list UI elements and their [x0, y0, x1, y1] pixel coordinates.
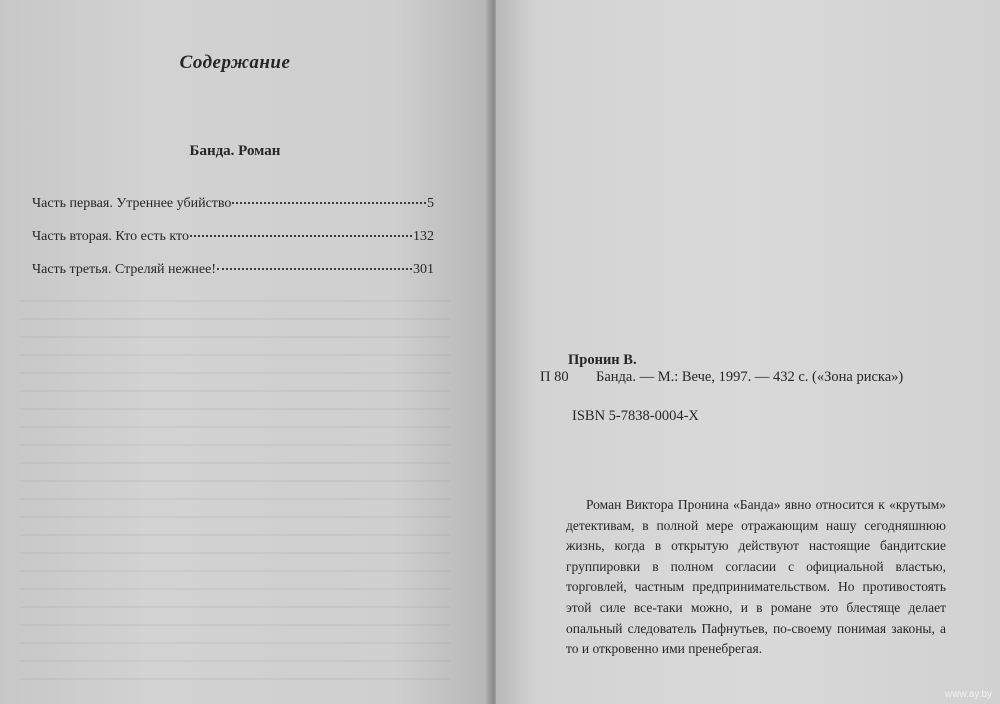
catalog-code: П 80 [540, 369, 569, 385]
annotation [566, 495, 946, 660]
novel-title: Банда. Роман [189, 143, 281, 159]
catalog-entry: Банда. — М.: Вече, 1997. — 432 с. («Зона риска») [596, 369, 904, 385]
leader-dots [232, 202, 426, 204]
annotation-text: Роман Виктора Пронина «Банда» явно относится к «крутым» детективам, в полной мере отражающим нашу сегодняшнюю жизнь, когда в открытую действуют настоящие бандитские группировки в полном согласии с официальной властью, торговлей, частным предпринимательством. Но противостоять этой силе все-таки можно, и в романе это блестяще делает опальный следователь Пафнутьев, по-своему понимая законы, а то и откровенно ими пренебрегая. [566, 497, 946, 657]
toc-entry-label: Часть третья. Стреляй нежнее! [32, 262, 217, 277]
leader-dots [190, 235, 412, 237]
toc-entry-label: Часть первая. Утреннее убийство [32, 196, 232, 211]
toc-entry-page: 5 [427, 196, 434, 211]
toc-entry [32, 196, 434, 229]
catalog-line [540, 369, 903, 386]
table-of-contents [32, 196, 434, 295]
bleed-through-text [20, 300, 450, 680]
watermark: www.ay.by [944, 689, 992, 700]
leader-dots [217, 268, 412, 270]
author-name: Пронин В. [568, 352, 637, 368]
toc-entry-label: Часть вторая. Кто есть кто [32, 229, 189, 244]
toc-entry-page: 132 [413, 229, 434, 244]
isbn: ISBN 5-7838-0004-X [572, 408, 699, 424]
toc-entry-page: 301 [413, 262, 434, 277]
toc-entry [32, 262, 434, 295]
contents-heading: Содержание [179, 52, 291, 73]
left-page [0, 0, 492, 704]
toc-entry [32, 229, 434, 262]
